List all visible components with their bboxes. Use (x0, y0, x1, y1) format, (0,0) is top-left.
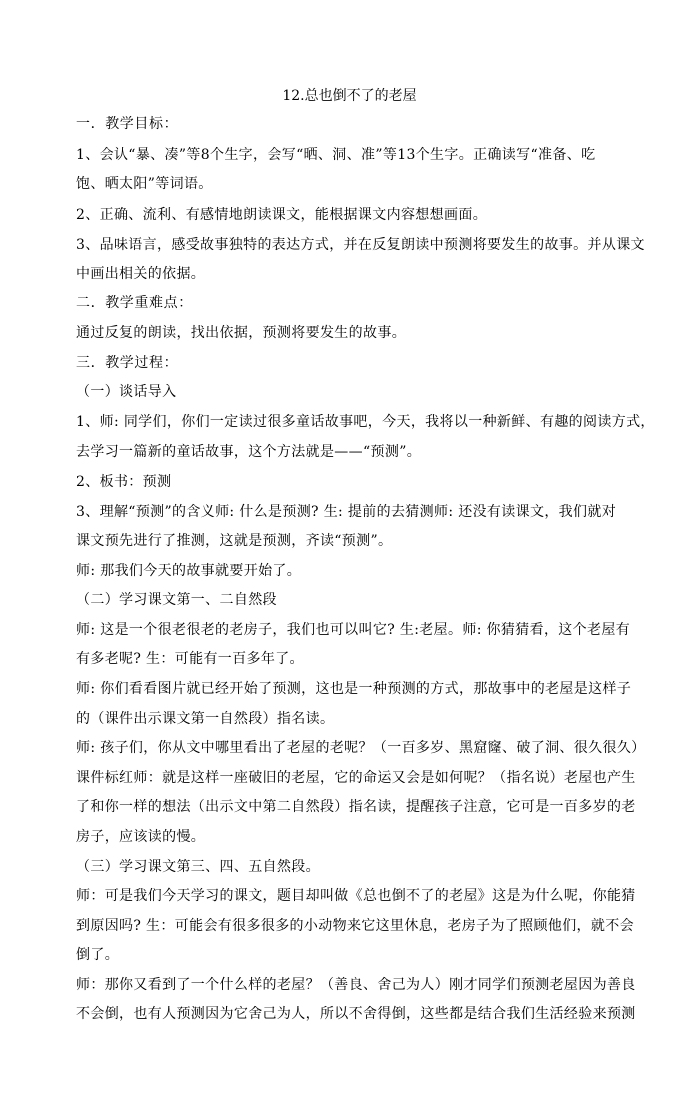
document-title: 12.总也倒不了的老屋 (282, 88, 417, 104)
subsection-heading: （一）谈话导入 (76, 384, 177, 400)
paragraph-line: 倒了。 (76, 947, 120, 963)
paragraph-line: 了和你一样的想法（出示文中第二自然段）指名读，提醒孩子注意，它可是一百多岁的老 (76, 799, 636, 815)
paragraph-line: 房子，应该读的慢。 (76, 829, 206, 845)
section-heading-process: 三．教学过程： (76, 355, 179, 371)
paragraph-line: 课件标红师：就是这样一座破旧的老屋，它的命运又会是如何呢？（指名说）老屋也产生 (76, 770, 636, 786)
paragraph-line: 师：那你又看到了一个什么样的老屋？（善良、舍己为人）刚才同学们预测老屋因为善良 (76, 977, 636, 993)
paragraph-line: 1、师: 同学们，你们一定读过很多童话故事吧，今天，我将以一种新鲜、有趣的阅读方式， (76, 414, 655, 430)
paragraph-line: 1、会认“暴、凑”等8个生字，会写“晒、洞、准”等13个生字。正确读写“准备、吃 (76, 147, 596, 163)
paragraph-line: 师: 孩子们，你从文中哪里看出了老屋的老呢？（一百多岁、黑窟窿、破了洞、很久很久） (76, 740, 646, 756)
paragraph-line: 师: 你们看看图片就已经开始了预测，这也是一种预测的方式，那故事中的老屋是这样子 (76, 681, 632, 697)
paragraph-line: 师：可是我们今天学习的课文，题目却叫做《总也倒不了的老屋》这是为什么呢，你能猜 (76, 888, 636, 904)
paragraph-line: 3、理解“预测”的含义师: 什么是预测? 生: 提前的去猜测师: 还没有读课文，我们就对 (76, 504, 617, 520)
paragraph-line: 饱、晒太阳”等词语。 (76, 176, 213, 192)
paragraph-line: 课文预先进行了推测，这就是预测，齐读“预测”。 (76, 533, 393, 549)
paragraph-line: 2、板书：预测 (76, 474, 172, 490)
paragraph-line: 通过反复的朗读，找出依据，预测将要发生的故事。 (76, 325, 407, 341)
paragraph-line: 不会倒，也有人预测因为它舍己为人，所以不舍得倒，这些都是结合我们生活经验来预测 (76, 1006, 636, 1022)
subsection-heading: （二）学习课文第一、二自然段 (76, 592, 277, 608)
section-heading-objectives: 一．教学目标： (76, 116, 179, 132)
paragraph-line: 去学习一篇新的童话故事，这个方法就是——“预测”。 (76, 444, 422, 460)
paragraph-line: 中画出相关的依据。 (76, 266, 206, 282)
paragraph-line: 到原因吗? 生：可能会有很多很多的小动物来它这里休息，老房子为了照顾他们，就不会 (76, 918, 634, 934)
paragraph-line: 3、品味语言，感受故事独特的表达方式，并在反复朗读中预测将要发生的故事。并从课文 (76, 237, 645, 253)
paragraph-line: 有多老呢? 生：可能有一百多年了。 (76, 651, 304, 667)
subsection-heading: （三）学习课文第三、四、五自然段。 (76, 859, 320, 875)
paragraph-line: 的（课件出示课文第一自然段）指名读。 (76, 711, 335, 727)
paragraph-line: 2、正确、流利、有感情地朗读课文，能根据课文内容想想画面。 (76, 207, 488, 223)
paragraph-line: 师: 那我们今天的故事就要开始了。 (76, 563, 302, 579)
paragraph-line: 师: 这是一个很老很老的老房子，我们也可以叫它? 生:老屋。师: 你猜猜看，这个老屋有 (76, 622, 631, 638)
section-heading-key-points: 二．教学重难点： (76, 295, 193, 311)
